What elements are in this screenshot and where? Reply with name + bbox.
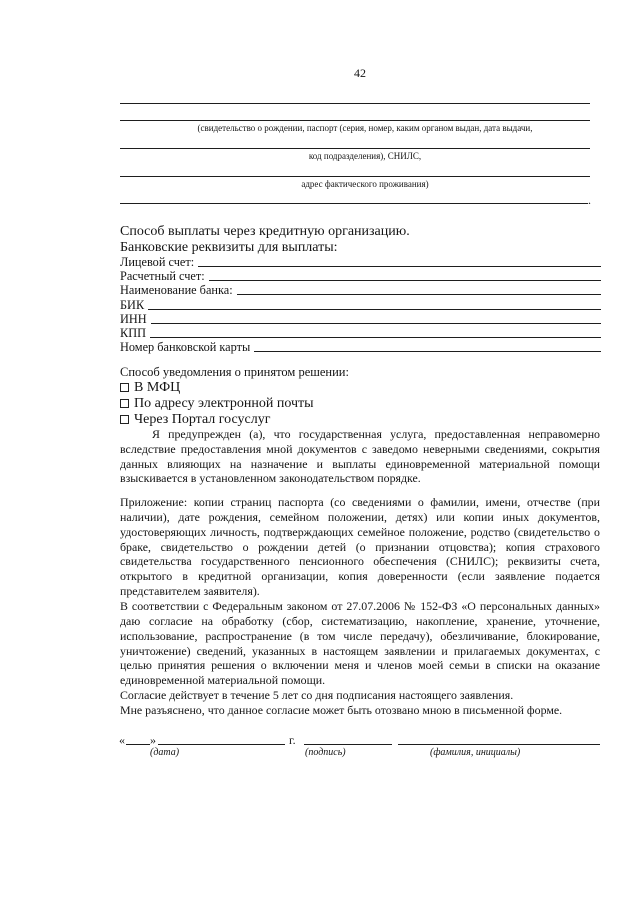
caption-address: адрес фактического проживания) [301, 179, 429, 189]
consent-line: целью принятия решения о включении меня и членов моей семьи в списки на оказание [120, 658, 600, 673]
attachment-line: открытого в кредитной организации, копия доверенности (если заявление подается [120, 569, 600, 584]
caption-snils: код подразделения), СНИЛС, [308, 151, 422, 161]
warning-line: вследствие предоставления мной документов с заведомо неверными сведениями, сокрытия [120, 441, 600, 456]
bank-field-personal-account [120, 255, 601, 269]
month-year-fill-line [158, 744, 285, 745]
field-fill-line [148, 298, 601, 310]
field-fill-line [151, 312, 601, 324]
attachment-line: представителем заявителя). [120, 584, 260, 599]
checkbox-icon [120, 415, 129, 424]
field-fill-line [150, 326, 601, 338]
warning-line: Я предупрежден (а), что государственная услуга, предоставленная неправомерно [152, 427, 600, 441]
checkbox-icon [120, 399, 129, 408]
field-label: Номер банковской карты [120, 340, 251, 355]
attachment-line: Приложение: копии страниц паспорта (со сведениями о фамилии, имени, отчестве (при [120, 495, 600, 509]
bank-field-settlement-account [120, 269, 601, 283]
bank-fields [120, 255, 601, 354]
line-end-mark: . [588, 193, 591, 207]
attachment-line: свидетельства государственного пенсионного обеспечения (СНИЛС); реквизиты счета, [120, 554, 600, 569]
notify-option-portal [120, 412, 270, 428]
notify-option-email [120, 396, 314, 412]
option-label: По адресу электронной почты [134, 396, 314, 411]
field-label: КПП [120, 325, 146, 340]
option-label: Через Портал госуслуг [134, 412, 271, 427]
blank-line [120, 148, 590, 149]
caption-documents: (свидетельство о рождении, паспорт (серия, номер, каким органом выдан, дата выдачи, [197, 123, 533, 133]
field-fill-line [254, 340, 601, 352]
attachment-line: наличии), дате рождения, семейном положении, детях) или копии иных документов, [120, 509, 600, 524]
date-close-quote: » [150, 733, 156, 747]
day-fill-line [126, 744, 150, 745]
bank-details-heading: Банковские реквизиты для выплаты: [120, 240, 338, 255]
consent-line: единовременной материальной помощи. [120, 673, 326, 688]
attachment-paragraph [120, 495, 600, 718]
warning-line: данных влияющих на назначение и выплаты единовременной материальной помощи [120, 456, 600, 471]
notify-option-mfc [120, 380, 180, 396]
page-number: 42 [354, 66, 366, 80]
notification-heading: Способ уведомления о принятом решении: [120, 365, 349, 379]
payment-method: Способ выплаты через кредитную организацию. [120, 224, 410, 239]
field-label: Лицевой счет: [120, 255, 195, 269]
blank-line [120, 120, 590, 121]
field-fill-line [237, 283, 601, 295]
field-label: ИНН [120, 311, 147, 326]
checkbox-icon [120, 383, 129, 392]
blank-line [120, 203, 588, 204]
name-fill-line [398, 744, 600, 745]
field-label: Наименование банка: [120, 283, 233, 298]
bank-field-inn [120, 312, 601, 326]
consent-revocation-line: Мне разъяснено, что данное согласие может быть отозвано мною в письменной форме. [120, 703, 563, 718]
name-caption: (фамилия, инициалы) [430, 747, 521, 758]
warning-paragraph [120, 427, 600, 486]
field-fill-line [198, 255, 601, 267]
signature-fill-line [304, 744, 392, 745]
signature-caption: (подпись) [305, 747, 346, 758]
bank-field-bik [120, 298, 601, 312]
field-label: БИК [120, 297, 145, 312]
consent-line: использование, распространение (в том числе передачу), обезличивание, блокирование, [120, 628, 600, 643]
warning-line: взыскивается в установленном законодательством порядке. [120, 471, 421, 486]
attachment-line: удостоверяющих личность, подтверждающих семейное положение, родство (свидетельство о [120, 524, 600, 539]
consent-term-line: Согласие действует в течение 5 лет со дня подписания настоящего заявления. [120, 688, 514, 703]
date-caption: (дата) [150, 747, 180, 758]
bank-field-kpp [120, 326, 601, 340]
consent-line: даю согласие на обработку (сбор, систематизацию, накопление, хранение, уточнение, [120, 613, 600, 628]
bank-field-card-number [120, 340, 601, 354]
blank-line [120, 103, 590, 104]
consent-line: В соответствии с Федеральным законом от 27.07.2006 № 152-ФЗ «О персональных данных» [120, 599, 600, 614]
field-label: Расчетный счет: [120, 269, 205, 284]
bank-field-bank-name [120, 283, 601, 297]
option-label: В МФЦ [134, 380, 181, 395]
blank-line [120, 176, 590, 177]
date-open-quote: « [119, 733, 125, 747]
year-suffix: г. [289, 733, 296, 747]
field-fill-line [209, 269, 601, 281]
consent-line: уничтожение) сведений, указанных в настоящем заявлении и прилагаемых документах, с [120, 643, 600, 658]
attachment-line: браке, свидетельство о рождении детей (о признании отцовства); копия страхового [120, 539, 600, 554]
